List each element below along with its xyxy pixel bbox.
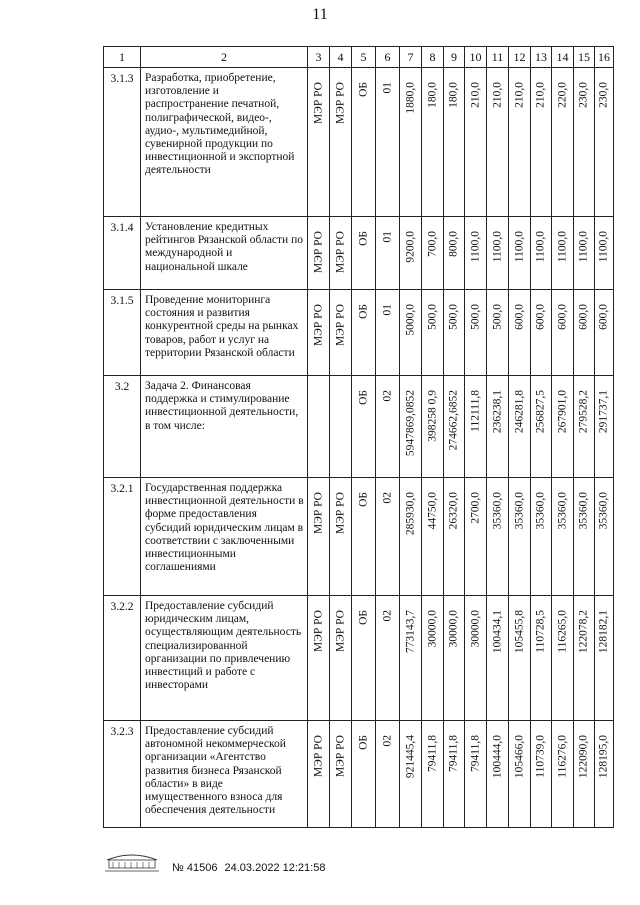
registration-stamp (172, 862, 325, 874)
value-cell (531, 596, 552, 721)
main-administrator-text: МЭР РО (333, 231, 346, 273)
value-cell-text: 500,0 (425, 304, 438, 330)
value-cell (487, 290, 509, 376)
value-cell-text: 1100,0 (490, 231, 503, 263)
value-cell-text: 35360,0 (555, 492, 568, 530)
value-cell-text: 600,0 (577, 304, 590, 330)
value-cell-text: 30000,0 (468, 610, 481, 648)
value-cell-text: 291737,1 (597, 390, 610, 434)
row-number: 3.1.4 (104, 217, 141, 290)
row-name: Предоставление субсидий юридическим лицам, осуществляющим деятельность специализированной организации по привлечению инвестиций и работе с инвесторами (141, 596, 308, 721)
row-number: 3.2.2 (104, 596, 141, 721)
header-cell: 2 (141, 47, 308, 68)
table-row (104, 290, 614, 376)
table-row (104, 217, 614, 290)
task-code (376, 217, 400, 290)
value-cell-text: 5000,0 (403, 304, 416, 336)
funding-source-text: ОБ (356, 492, 369, 507)
value-cell (400, 478, 422, 596)
value-cell (487, 721, 509, 828)
value-cell (595, 376, 614, 478)
value-cell-text: 35360,0 (534, 492, 547, 530)
registration-datetime: 24.03.2022 12:21:58 (224, 862, 326, 874)
value-cell (400, 217, 422, 290)
row-number: 3.2 (104, 376, 141, 478)
value-cell-text: 1880,0 (403, 82, 416, 114)
value-cell-text: 5947869,0852 (403, 390, 416, 457)
task-code-text: 02 (380, 492, 393, 504)
header-cell: 12 (509, 47, 531, 68)
value-cell-text: 79411,8 (468, 735, 481, 772)
value-cell (465, 217, 487, 290)
responsible-executor-text: МЭР РО (311, 492, 324, 534)
value-cell-text: 180,0 (425, 82, 438, 108)
value-cell-text: 230,0 (577, 82, 590, 108)
value-cell (509, 596, 531, 721)
value-cell-text: 500,0 (468, 304, 481, 330)
value-cell (595, 217, 614, 290)
value-cell (552, 68, 574, 217)
task-code (376, 68, 400, 217)
responsible-executor (308, 290, 330, 376)
value-cell (509, 68, 531, 217)
funding-source-text: ОБ (356, 610, 369, 625)
funding-source (352, 478, 376, 596)
value-cell-text: 256827,5 (534, 390, 547, 434)
table-header-row (104, 47, 614, 68)
value-cell-text: 35360,0 (597, 492, 610, 530)
value-cell-text: 1100,0 (597, 231, 610, 263)
header-cell: 11 (487, 47, 509, 68)
main-administrator-text: МЭР РО (333, 492, 346, 534)
responsible-executor (308, 721, 330, 828)
value-cell (400, 376, 422, 478)
value-cell (552, 217, 574, 290)
value-cell (531, 376, 552, 478)
responsible-executor (308, 478, 330, 596)
table-row (104, 478, 614, 596)
value-cell-text: 128195,0 (597, 735, 610, 779)
header-cell: 14 (552, 47, 574, 68)
value-cell-text: 1100,0 (534, 231, 547, 263)
value-cell (487, 217, 509, 290)
main-administrator (330, 721, 352, 828)
responsible-executor-text: МЭР РО (311, 735, 324, 777)
value-cell (444, 290, 465, 376)
value-cell (465, 596, 487, 721)
value-cell-text: 246281,8 (512, 390, 525, 434)
value-cell (574, 376, 595, 478)
value-cell (552, 596, 574, 721)
value-cell (487, 478, 509, 596)
value-cell-text: 700,0 (425, 231, 438, 257)
value-cell (400, 68, 422, 217)
value-cell-text: 35360,0 (512, 492, 525, 530)
document-footer (103, 848, 533, 878)
table-row (104, 721, 614, 828)
value-cell-text: 26320,0 (447, 492, 460, 530)
funding-source-text: ОБ (356, 390, 369, 405)
main-administrator-text: МЭР РО (333, 304, 346, 346)
value-cell (487, 596, 509, 721)
value-cell-text: 210,0 (468, 82, 481, 108)
responsible-executor-text: МЭР РО (311, 82, 324, 124)
value-cell (465, 290, 487, 376)
value-cell (509, 478, 531, 596)
funding-source-text: ОБ (356, 82, 369, 97)
value-cell-text: 600,0 (555, 304, 568, 330)
funding-source (352, 376, 376, 478)
header-cell: 3 (308, 47, 330, 68)
value-cell (509, 217, 531, 290)
value-cell-text: 279528,2 (577, 390, 590, 434)
funding-source (352, 596, 376, 721)
value-cell (487, 68, 509, 217)
value-cell (487, 376, 509, 478)
value-cell-text: 210,0 (512, 82, 525, 108)
main-administrator (330, 290, 352, 376)
value-cell-text: 105466,0 (512, 735, 525, 779)
value-cell (444, 376, 465, 478)
value-cell (465, 376, 487, 478)
main-administrator-text: МЭР РО (333, 82, 346, 124)
value-cell (552, 721, 574, 828)
responsible-executor-text: МЭР РО (311, 304, 324, 346)
table-row (104, 376, 614, 478)
task-code-text: 02 (380, 610, 393, 622)
value-cell (531, 68, 552, 217)
value-cell (444, 596, 465, 721)
value-cell (574, 478, 595, 596)
task-code (376, 721, 400, 828)
value-cell (444, 68, 465, 217)
value-cell (422, 217, 444, 290)
funding-source (352, 721, 376, 828)
funding-source (352, 68, 376, 217)
value-cell-text: 44750,0 (425, 492, 438, 530)
archive-stamp-icon (103, 848, 161, 874)
value-cell (531, 290, 552, 376)
value-cell-text: 220,0 (555, 82, 568, 108)
funding-source (352, 290, 376, 376)
responsible-executor-text: МЭР РО (311, 610, 324, 652)
task-code-text: 01 (380, 82, 393, 94)
table-row (104, 68, 614, 217)
value-cell (509, 721, 531, 828)
value-cell (465, 68, 487, 217)
value-cell (509, 376, 531, 478)
value-cell-text: 267901,0 (555, 390, 568, 434)
value-cell (552, 290, 574, 376)
value-cell-text: 600,0 (512, 304, 525, 330)
value-cell-text: 600,0 (597, 304, 610, 330)
row-name: Государственная поддержка инвестиционной деятельности в форме предоставления субсидий юридическим лицам в соответствии с заключенными инвестиционными соглашениями (141, 478, 308, 596)
value-cell-text: 100444,0 (490, 735, 503, 779)
row-number: 3.2.1 (104, 478, 141, 596)
value-cell (595, 290, 614, 376)
document-number: № 41506 (172, 862, 218, 874)
value-cell-text: 100434,1 (490, 610, 503, 654)
value-cell-text: 122078,2 (577, 610, 590, 654)
value-cell-text: 773143,7 (403, 610, 416, 654)
task-code (376, 596, 400, 721)
main-administrator (330, 68, 352, 217)
value-cell-text: 35360,0 (490, 492, 503, 530)
row-name: Проведение мониторинга состояния и развития конкурентной среды на рынках товаров, работ и услуг на территории Рязанской области (141, 290, 308, 376)
task-code-text: 01 (380, 304, 393, 316)
value-cell-text: 600,0 (534, 304, 547, 330)
responsible-executor (308, 376, 330, 478)
value-cell-text: 800,0 (447, 231, 460, 257)
value-cell (465, 721, 487, 828)
header-cell: 16 (595, 47, 614, 68)
row-name: Разработка, приобретение, изготовление и распространение печатной, полиграфической, видео-, аудио-, мультимедийной, сувенирной продукции по инвестиционной и экспортной деятельности (141, 68, 308, 217)
value-cell (444, 478, 465, 596)
value-cell (422, 721, 444, 828)
value-cell-text: 1100,0 (512, 231, 525, 263)
value-cell (509, 290, 531, 376)
header-cell: 10 (465, 47, 487, 68)
value-cell-text: 2700,0 (468, 492, 481, 524)
task-code (376, 290, 400, 376)
funding-source-text: ОБ (356, 231, 369, 246)
value-cell-text: 105455,8 (512, 610, 525, 654)
value-cell (465, 478, 487, 596)
value-cell (574, 721, 595, 828)
value-cell (552, 376, 574, 478)
header-cell: 4 (330, 47, 352, 68)
table-row (104, 596, 614, 721)
header-cell: 8 (422, 47, 444, 68)
task-code (376, 376, 400, 478)
value-cell (444, 217, 465, 290)
value-cell (400, 596, 422, 721)
responsible-executor (308, 596, 330, 721)
value-cell (574, 596, 595, 721)
main-administrator-text: МЭР РО (333, 610, 346, 652)
header-cell: 9 (444, 47, 465, 68)
value-cell-text: 236238,1 (490, 390, 503, 434)
value-cell-text: 1100,0 (555, 231, 568, 263)
value-cell-text: 274662,6852 (447, 390, 460, 451)
main-administrator (330, 478, 352, 596)
value-cell-text: 122090,0 (577, 735, 590, 779)
value-cell (444, 721, 465, 828)
responsible-executor-text: МЭР РО (311, 231, 324, 273)
value-cell-text: 921445,4 (403, 735, 416, 779)
value-cell-text: 112111,8 (468, 390, 481, 432)
value-cell (574, 68, 595, 217)
value-cell (595, 478, 614, 596)
value-cell-text: 79411,8 (425, 735, 438, 772)
value-cell-text: 1100,0 (577, 231, 590, 263)
value-cell (400, 721, 422, 828)
value-cell (552, 478, 574, 596)
value-cell-text: 35360,0 (577, 492, 590, 530)
value-cell-text: 116265,0 (555, 610, 568, 653)
page-number: 11 (312, 6, 328, 23)
value-cell (531, 217, 552, 290)
value-cell-text: 110739,0 (534, 735, 547, 778)
value-cell-text: 230,0 (597, 82, 610, 108)
funding-source-text: ОБ (356, 304, 369, 319)
value-cell-text: 9200,0 (403, 231, 416, 263)
responsible-executor (308, 68, 330, 217)
funding-source (352, 217, 376, 290)
row-name: Предоставление субсидий автономной некоммерческой организации «Агентство развития бизнеса Рязанской области» в виде имущественного взноса для обеспечения деятельности (141, 721, 308, 828)
value-cell (574, 290, 595, 376)
row-number: 3.1.3 (104, 68, 141, 217)
value-cell-text: 116276,0 (555, 735, 568, 778)
value-cell (595, 596, 614, 721)
value-cell-text: 30000,0 (447, 610, 460, 648)
value-cell (574, 217, 595, 290)
header-cell: 13 (531, 47, 552, 68)
value-cell-text: 180,0 (447, 82, 460, 108)
value-cell-text: 1100,0 (468, 231, 481, 263)
value-cell-text: 30000,0 (425, 610, 438, 648)
header-cell: 6 (376, 47, 400, 68)
value-cell-text: 285930,0 (403, 492, 416, 536)
value-cell (400, 290, 422, 376)
value-cell (422, 478, 444, 596)
responsible-executor (308, 217, 330, 290)
value-cell (422, 596, 444, 721)
main-administrator (330, 376, 352, 478)
main-administrator-text: МЭР РО (333, 735, 346, 777)
row-name: Задача 2. Финансовая поддержка и стимулирование инвестиционной деятельности, в том числе: (141, 376, 308, 478)
header-cell: 1 (104, 47, 141, 68)
value-cell (422, 376, 444, 478)
task-code-text: 01 (380, 231, 393, 243)
row-number: 3.1.5 (104, 290, 141, 376)
task-code-text: 02 (380, 735, 393, 747)
value-cell (595, 721, 614, 828)
value-cell-text: 210,0 (534, 82, 547, 108)
header-cell: 15 (574, 47, 595, 68)
header-cell: 5 (352, 47, 376, 68)
value-cell (422, 290, 444, 376)
value-cell-text: 500,0 (490, 304, 503, 330)
main-administrator (330, 596, 352, 721)
value-cell-text: 79411,8 (447, 735, 460, 772)
value-cell-text: 128182,1 (597, 610, 610, 654)
header-cell: 7 (400, 47, 422, 68)
value-cell-text: 210,0 (490, 82, 503, 108)
value-cell-text: 500,0 (447, 304, 460, 330)
funding-source-text: ОБ (356, 735, 369, 750)
row-number: 3.2.3 (104, 721, 141, 828)
value-cell (422, 68, 444, 217)
value-cell-text: 398258 0,9 (425, 390, 438, 442)
row-name: Установление кредитных рейтингов Рязанской области по международной и национальной шкале (141, 217, 308, 290)
task-code-text: 02 (380, 390, 393, 402)
task-code (376, 478, 400, 596)
value-cell (595, 68, 614, 217)
value-cell (531, 721, 552, 828)
program-table (103, 46, 614, 828)
value-cell (531, 478, 552, 596)
value-cell-text: 110728,5 (534, 610, 547, 653)
main-administrator (330, 217, 352, 290)
